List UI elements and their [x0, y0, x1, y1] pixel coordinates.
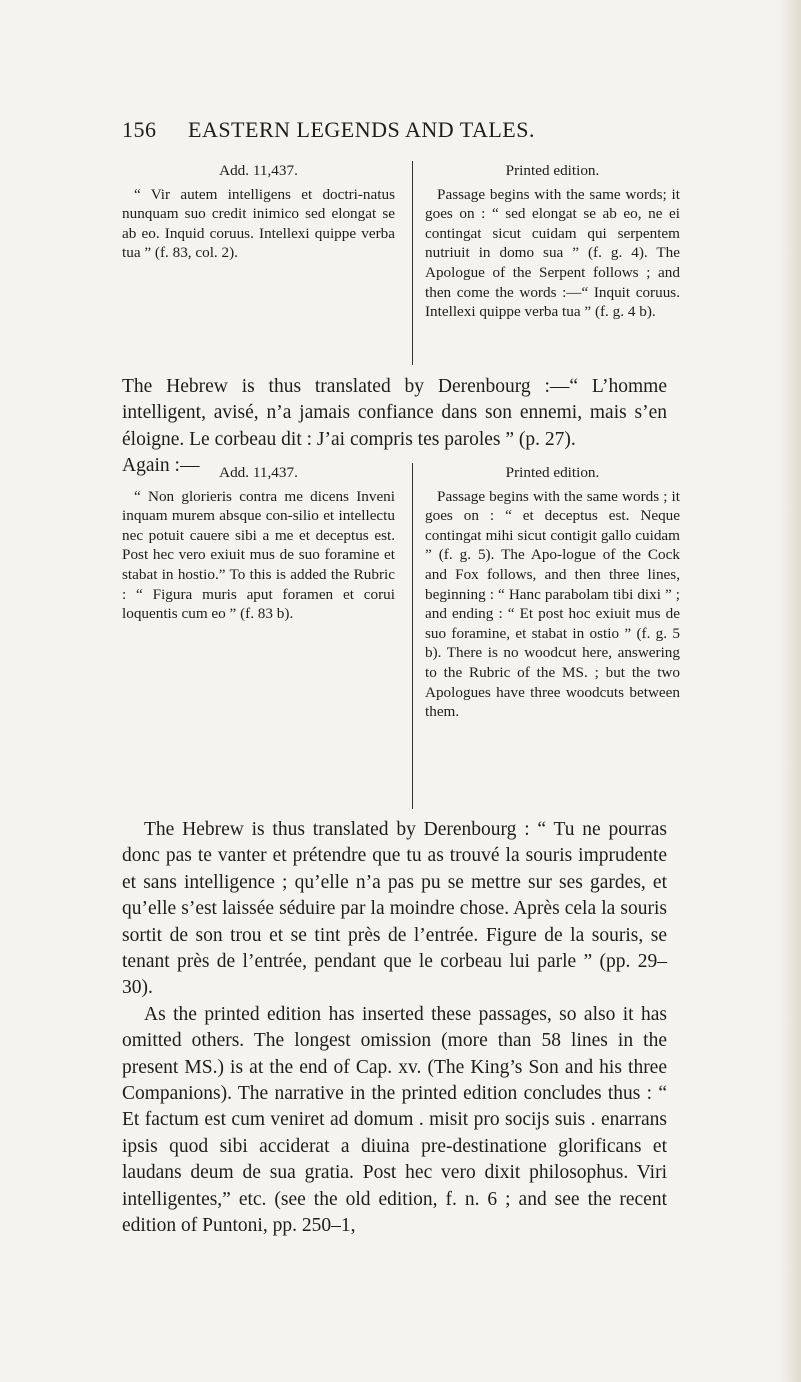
omission-paragraph: As the printed edition has inserted these passages, so also it has omitted others. The longest omission (more than 58 lines in the present MS.) is at the end of Cap. xv. (The King’s Son and his three Companions). The narrative in the printed edition concludes thus : “ Et factum est cum veniret ad domum . misit pro socijs suis . enarrans ipsis quod sibi acciderat a diuina pre-destinatione glorificans et laudans deum de sua gratia. Post hec vero dixit philosophus. Viri intelligentes,” etc. (see the old edition, f. n. 6 ; and see the recent edition of Puntoni, pp. 250–1, [122, 1003, 667, 1237]
printed-edition-column [412, 161, 680, 365]
manuscript-heading: Add. 11,437. [219, 464, 298, 481]
page-edge-shadow [779, 0, 801, 1382]
printed-edition-text: Passage begins with the same words ; it goes on : “ et deceptus est. Neque contingat mihi sicut contigit gallo cuidam ” (f. g. 5). The Apo-logue of the Cock and Fox follows, and then three lines, beginning : “ Hanc parabolam tibi dixi ” ; and ending : “ Et post hoc exiuit mus de suo foramine, et stabat in ostio ” (f. g. 5 b). There is no woodcut here, answering to the Rubric of the MS. ; but the two Apologues have three woodcuts between them. [425, 487, 680, 721]
printed-edition-column [412, 463, 680, 809]
manuscript-text: “ Vir autem intelligens et doctri-natus nunquam suo credit inimico sed elongat se ab eo. Inquid coruus. Intellexi quippe verba tua ” (f. 83, col. 2). [122, 185, 395, 262]
comparison-block-1 [122, 161, 680, 365]
manuscript-text: “ Non glorieris contra me dicens Inveni inquam murem absque con-silio et intellectu nec potuit cauere sibi a me et deceptus est. Post hec vero exiuit mus de suo foramine et stabat in hostio.” To this is added the Rubric : “ Figura muris aput foramen et corui loquentis cum eo ” (f. 83 b). [122, 487, 395, 623]
manuscript-column [122, 463, 395, 809]
running-title: EASTERN LEGENDS AND TALES. [188, 117, 535, 142]
manuscript-column [122, 161, 395, 365]
printed-edition-text: Passage begins with the same words; it goes on : “ sed elongat se ab eo, ne ei contingat sicut cuidam qui serpentem nutriuit in domo sua ” (f. g. 4). The Apologue of the Serpent follows ; and then come the words :—“ Inquit coruus. Intellexi quippe verba tua ” (f. g. 4 b). [425, 185, 680, 321]
printed-edition-heading: Printed edition. [505, 464, 600, 481]
printed-edition-heading: Printed edition. [505, 162, 600, 179]
again-label: Again :— [122, 455, 200, 477]
comparison-block-2 [122, 463, 680, 809]
derenbourg-translation-2: The Hebrew is thus translated by Derenbourg : “ Tu ne pourras donc pas te vanter et prétendre que tu as trouvé la souris imprudente et sans intelligence ; qu’elle n’a pas pu se mettre sur ses gardes, et qu’elle s’est laissée séduire par la moindre chose. Après cela la souris sortit de son trou et se tint près de l’entrée. Figure de la souris, se tenant près de l’entrée, pendant que le corbeau lui parle ” (pp. 29–30). [122, 819, 667, 999]
manuscript-heading: Add. 11,437. [219, 162, 298, 179]
running-head [122, 117, 662, 143]
derenbourg-translation-1: The Hebrew is thus translated by Derenbourg :—“ L’homme intelligent, avisé, n’a jamais confiance dans son ennemi, mais s’en éloigne. Le corbeau dit : J’ai compris tes paroles ” (p. 27). [122, 376, 667, 450]
body-text [122, 817, 667, 1240]
page-number: 156 [122, 117, 157, 142]
